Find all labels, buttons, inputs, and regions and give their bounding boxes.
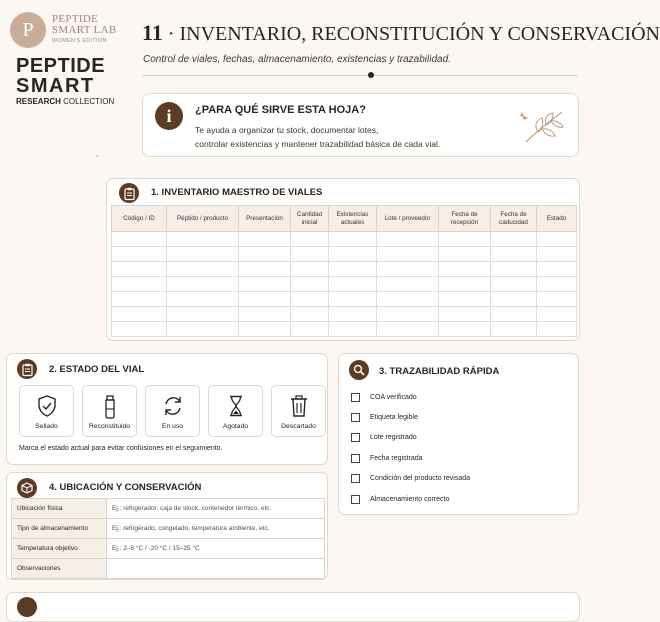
table-cell[interactable]: [167, 292, 239, 307]
table-row: [112, 307, 577, 322]
table-cell[interactable]: [329, 292, 377, 307]
table-cell[interactable]: [291, 232, 329, 247]
info-icon: i: [155, 102, 183, 130]
table-cell[interactable]: [112, 247, 167, 262]
traceability-title: 3. TRAZABILIDAD RÁPIDA: [379, 366, 500, 377]
table-cell[interactable]: [329, 262, 377, 277]
table-cell[interactable]: [329, 307, 377, 322]
table-cell[interactable]: [239, 277, 291, 292]
page-subtitle: Control de viales, fechas, almacenamiento, existencias y trazabilidad.: [143, 54, 451, 65]
state-label: En uso: [161, 423, 184, 430]
box-icon: [17, 478, 37, 498]
table-cell[interactable]: [112, 262, 167, 277]
table-cell[interactable]: [239, 232, 291, 247]
table-cell[interactable]: [291, 307, 329, 322]
inventory-card: [106, 178, 580, 341]
inventory-table: [111, 205, 577, 337]
table-cell[interactable]: [537, 232, 577, 247]
table-cell[interactable]: [377, 277, 439, 292]
checkbox[interactable]: [351, 474, 360, 483]
table-cell[interactable]: [112, 292, 167, 307]
state-label: Agotado: [222, 423, 249, 430]
table-cell[interactable]: [537, 292, 577, 307]
checkbox[interactable]: [351, 495, 360, 504]
table-cell[interactable]: [291, 247, 329, 262]
traceability-card: [338, 353, 579, 515]
page-mark: ˆ: [96, 156, 99, 163]
table-cell[interactable]: [291, 262, 329, 277]
table-cell[interactable]: [377, 292, 439, 307]
column-header: Péptido / producto: [167, 206, 239, 232]
clipboard-icon: [119, 183, 139, 203]
table-cell[interactable]: [537, 247, 577, 262]
table-cell[interactable]: [377, 262, 439, 277]
location-card: [6, 472, 328, 580]
table-row: [112, 247, 577, 262]
clipboard-icon: [17, 359, 37, 379]
table-cell[interactable]: [491, 277, 537, 292]
table-cell[interactable]: [491, 322, 537, 337]
table-cell[interactable]: [239, 247, 291, 262]
column-header: Estado: [537, 206, 577, 232]
checklist-item[interactable]: Almacenamiento correcto: [351, 493, 449, 505]
trash-icon: [290, 395, 308, 417]
info-title: ¿PARA QUÉ SIRVE ESTA HOJA?: [195, 104, 366, 116]
column-header: Fecha de caducidad: [491, 206, 537, 232]
table-cell[interactable]: [439, 247, 491, 262]
column-header: Lote / proveedor: [377, 206, 439, 232]
info-text: Te ayuda a organizar tu stock, documentar lotes, controlar existencias y mantener trazabilidad básica de cada vial.: [195, 125, 441, 149]
table-cell[interactable]: [439, 292, 491, 307]
table-row: Ubicación física Ej.: refrigerador, caja de stock, contenedor térmico, etc.: [12, 499, 325, 519]
shield-check-icon: [37, 395, 57, 417]
table-row: [112, 262, 577, 277]
divider-dot: [368, 72, 374, 78]
table-cell[interactable]: [439, 307, 491, 322]
table-row: Tipo de almacenamiento Ej.: refrigerado, congelado, temperatura ambiente, etc.: [12, 519, 325, 539]
vial-icon: [103, 395, 117, 419]
table-cell[interactable]: [329, 232, 377, 247]
table-cell[interactable]: [167, 232, 239, 247]
inventory-title: 1. INVENTARIO MAESTRO DE VIALES: [151, 187, 323, 198]
column-header: Cantidad inicial: [291, 206, 329, 232]
table-cell[interactable]: [377, 322, 439, 337]
table-cell[interactable]: [167, 277, 239, 292]
table-cell[interactable]: [439, 322, 491, 337]
table-cell[interactable]: [491, 247, 537, 262]
table-cell[interactable]: [377, 307, 439, 322]
table-cell[interactable]: [167, 322, 239, 337]
table-cell[interactable]: [291, 322, 329, 337]
table-cell[interactable]: [239, 292, 291, 307]
checklist-item[interactable]: Fecha registrada: [351, 452, 423, 464]
brand-name: PEPTIDE SMART LAB: [52, 13, 117, 36]
table-row: [112, 322, 577, 337]
table-cell[interactable]: [167, 307, 239, 322]
state-depleted[interactable]: [208, 385, 263, 437]
state-label: Sellado: [35, 423, 58, 430]
state-label: Descartado: [281, 423, 316, 430]
checklist-item[interactable]: COA verificado: [351, 391, 417, 403]
page-title: 11 · INVENTARIO, RECONSTITUCIÓN Y CONSERVACIÓN: [142, 20, 660, 45]
table-cell[interactable]: [329, 247, 377, 262]
table-cell[interactable]: [491, 307, 537, 322]
checkbox[interactable]: [351, 393, 360, 402]
brand-monogram: P: [10, 12, 46, 48]
column-header: Existencias actuales: [329, 206, 377, 232]
table-cell[interactable]: [112, 322, 167, 337]
table-cell[interactable]: [439, 262, 491, 277]
brand-edition: WOMEN'S EDITION: [52, 38, 107, 44]
vial-state-card: [6, 353, 328, 465]
table-cell[interactable]: [491, 262, 537, 277]
vial-state-title: 2. ESTADO DEL VIAL: [49, 364, 145, 375]
table-cell[interactable]: [377, 232, 439, 247]
leaf-decoration-icon: [518, 106, 568, 146]
table-cell[interactable]: [167, 247, 239, 262]
next-section-card: [6, 592, 580, 622]
table-cell[interactable]: [291, 277, 329, 292]
table-cell[interactable]: [439, 277, 491, 292]
table-cell[interactable]: [239, 307, 291, 322]
brand-logo-large: PEPTIDE SMART RESEARCH COLLECTION: [16, 55, 115, 106]
checkbox[interactable]: [351, 433, 360, 442]
location-table: [11, 498, 325, 579]
table-row: [112, 292, 577, 307]
column-header: Código / ID: [112, 206, 167, 232]
table-row: Observaciones: [12, 559, 325, 579]
table-cell[interactable]: [537, 322, 577, 337]
checklist-item[interactable]: Condición del producto revisada: [351, 472, 470, 484]
table-cell[interactable]: [329, 322, 377, 337]
magnifier-icon: [349, 360, 369, 380]
refresh-icon: [162, 395, 184, 417]
title-divider: [142, 75, 578, 76]
table-cell[interactable]: [377, 247, 439, 262]
location-title: 4. UBICACIÓN Y CONSERVACIÓN: [49, 482, 202, 493]
table-cell[interactable]: [491, 232, 537, 247]
table-cell[interactable]: [439, 232, 491, 247]
state-reconstituted[interactable]: [82, 385, 137, 437]
state-sealed[interactable]: [19, 385, 74, 437]
state-discarded[interactable]: [271, 385, 326, 437]
state-label: Reconstituido: [88, 423, 131, 430]
checklist-item[interactable]: Lote registrado: [351, 431, 417, 443]
table-cell[interactable]: [239, 262, 291, 277]
table-row: [112, 232, 577, 247]
table-row: Temperatura objetivo Ej.: 2–8 °C / -20 °C / 15–25 °C: [12, 539, 325, 559]
column-header: Presentación: [239, 206, 291, 232]
section-icon: [17, 597, 37, 617]
table-cell[interactable]: [112, 232, 167, 247]
table-cell[interactable]: [537, 277, 577, 292]
table-cell[interactable]: [491, 292, 537, 307]
inventory-header-row: [112, 206, 577, 232]
table-cell[interactable]: [112, 307, 167, 322]
table-cell[interactable]: [167, 262, 239, 277]
table-cell[interactable]: [239, 322, 291, 337]
column-header: Fecha de recepción: [439, 206, 491, 232]
checklist-item[interactable]: Etiqueta legible: [351, 411, 418, 423]
table-cell[interactable]: [291, 292, 329, 307]
table-cell[interactable]: [537, 262, 577, 277]
checkbox[interactable]: [351, 454, 360, 463]
table-row: [112, 277, 577, 292]
checkbox[interactable]: [351, 413, 360, 422]
brand-logo-small: [6, 12, 136, 52]
table-cell[interactable]: [329, 277, 377, 292]
table-cell[interactable]: [112, 277, 167, 292]
info-box: [142, 93, 579, 157]
vial-state-note: Marca el estado actual para evitar confusiones en el seguimiento.: [19, 445, 223, 452]
table-cell[interactable]: [537, 307, 577, 322]
state-in-use[interactable]: [145, 385, 200, 437]
hourglass-icon: [228, 395, 244, 417]
